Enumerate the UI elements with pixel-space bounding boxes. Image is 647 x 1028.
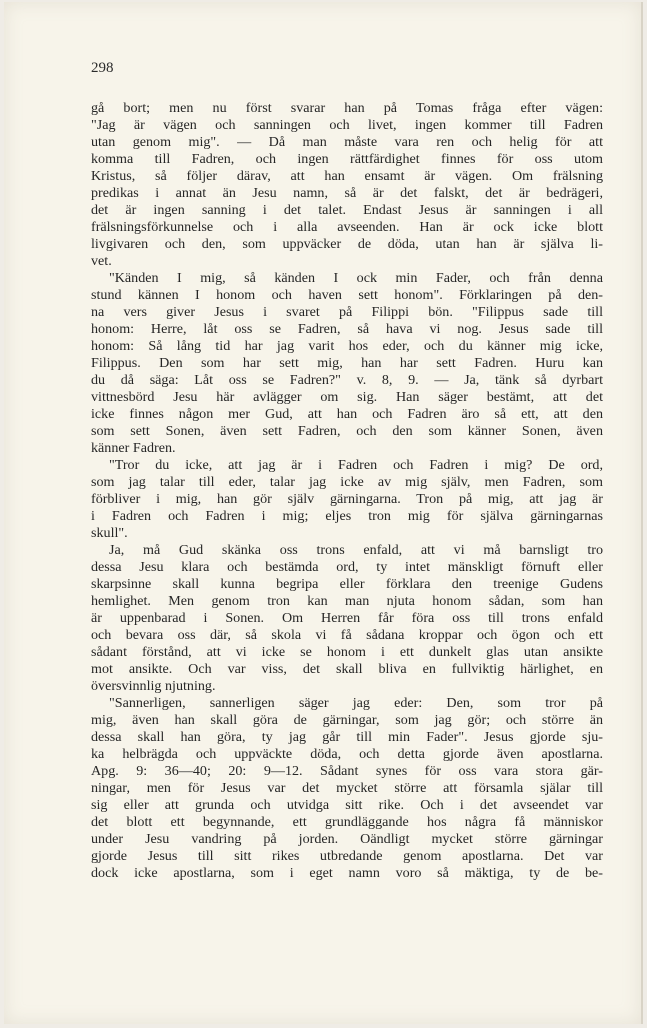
page-number: 298 (91, 60, 114, 76)
text-line: "Jag är vägen och sanningen och livet, ingen kommer till Fadren (91, 117, 603, 133)
text-line: honom: Herre, låt oss se Fadren, så hava vi nog. Jesus sade till (91, 321, 603, 337)
text-line: komma till Fadren, och ingen rättfärdighet finnes för oss utom (91, 151, 603, 167)
text-line: ningar, men för Jesus var det mycket större att församla själar till (91, 780, 603, 796)
text-line: Ja, må Gud skänka oss trons enfald, att vi må barnsligt tro (109, 542, 603, 558)
text-line: utan genom mig". — Då man måste vara ren och helig för att (91, 134, 603, 150)
text-line: som jag talar till eder, talar jag icke av mig själv, men Fadren, som (91, 474, 603, 490)
text-line: frälsningsförkunnelse och i alla avseenden. Han är ock icke blott (91, 219, 603, 235)
text-line: det är ingen sanning i det talet. Endast Jesus är sanningen i all (91, 202, 603, 218)
text-line: gjorde Jesus till sitt rikes utbredande genom apostlarna. Det var (91, 848, 603, 864)
text-line: mig, även han skall göra de gärningar, som jag gör; och större än (91, 712, 603, 728)
text-line: mot ansikte. Och var viss, det skall bliva en fullviktig härlighet, en (91, 661, 603, 677)
text-line: det blott ett begynnande, ett grundläggande hos några få människor (91, 814, 603, 830)
text-line: ka helbrägda och uppväckte döda, och detta gjorde även apostlarna. (91, 746, 603, 762)
text-line: Kristus, så följer därav, att han ensamt är vägen. Om frälsning (91, 168, 603, 184)
text-line: "Tror du icke, att jag är i Fadren och Fadren i mig? De ord, (109, 457, 603, 473)
text-line: "Sannerligen, sannerligen säger jag eder: Den, som tror på (109, 695, 603, 711)
text-line: förbliver i mig, han gör själv gärningarna. Tron på mig, att jag är (91, 491, 603, 507)
text-line: gå bort; men nu först svarar han på Tomas fråga efter vägen: (91, 100, 603, 116)
text-line: vet. (91, 253, 112, 269)
text-line: vittnesbörd Jesu här avlägger om sig. Han säger bestämt, att det (91, 389, 603, 405)
text-line: livgivaren och den, som uppväcker de döda, utan han är själva li- (91, 236, 603, 252)
text-line: skull". (91, 525, 128, 541)
text-line: sådant förstånd, att vi icke se honom i ett dunkelt glas utan ansikte (91, 644, 603, 660)
text-line: Apg. 9: 36—40; 20: 9—12. Sådant synes för oss vara stora gär- (91, 763, 603, 779)
text-line: känner Fadren. (91, 440, 176, 456)
text-line: under Jesu vandring på jorden. Oändligt mycket större gärningar (91, 831, 603, 847)
text-line: du då säga: Låt oss se Fadren?" v. 8, 9. — Ja, tänk så dyrbart (91, 372, 603, 388)
text-line: "Känden I mig, så känden I ock min Fader, och från denna (109, 270, 603, 286)
text-line: honom: Så lång tid har jag varit hos eder, och du känner mig icke, (91, 338, 603, 354)
text-line: är uppenbarad i Sonen. Om Herren får föra oss till trons enfald (91, 610, 603, 626)
text-line: hemlighet. Men genom tron kan man njuta honom sådan, som han (91, 593, 603, 609)
text-line: översvinnlig njutning. (91, 678, 216, 694)
text-line: predikas i annat än Jesu namn, så är det falskt, det är bedrägeri, (91, 185, 603, 201)
text-line: dessa Jesu klara och bestämda ord, ty intet mänskligt förnuft eller (91, 559, 603, 575)
text-line: i Fadren och Fadren i mig; eljes tron mig för själva gärningarnas (91, 508, 603, 524)
text-line: dock icke apostlarna, som i eget namn voro så mäktiga, ty de be- (91, 865, 603, 881)
text-line: som sett Sonen, även sett Fadren, och den som känner Sonen, även (91, 423, 603, 439)
text-line: na vers giver Jesus i svaret på Filippi bön. "Filippus sade till (91, 304, 603, 320)
body-text (91, 100, 603, 882)
text-line: Filippus. Den som har sett mig, han har sett Fadren. Huru kan (91, 355, 603, 371)
text-line: och bevara oss där, så skola vi få sådana kroppar och ögon och ett (91, 627, 603, 643)
text-line: icke finnes någon mer Gud, att han och Fadren äro så ett, att den (91, 406, 603, 422)
text-line: stund kännen I honom och haven sett honom". Förklaringen på den- (91, 287, 603, 303)
book-page (4, 2, 643, 1024)
text-line: dessa skall han göra, ty jag går till min Fader". Jesus gjorde sju- (91, 729, 603, 745)
text-line: sig eller att grunda och utvidga sitt rike. Och i det avseendet var (91, 797, 603, 813)
text-line: skarpsinne skall kunna begripa eller förklara den treenige Gudens (91, 576, 603, 592)
